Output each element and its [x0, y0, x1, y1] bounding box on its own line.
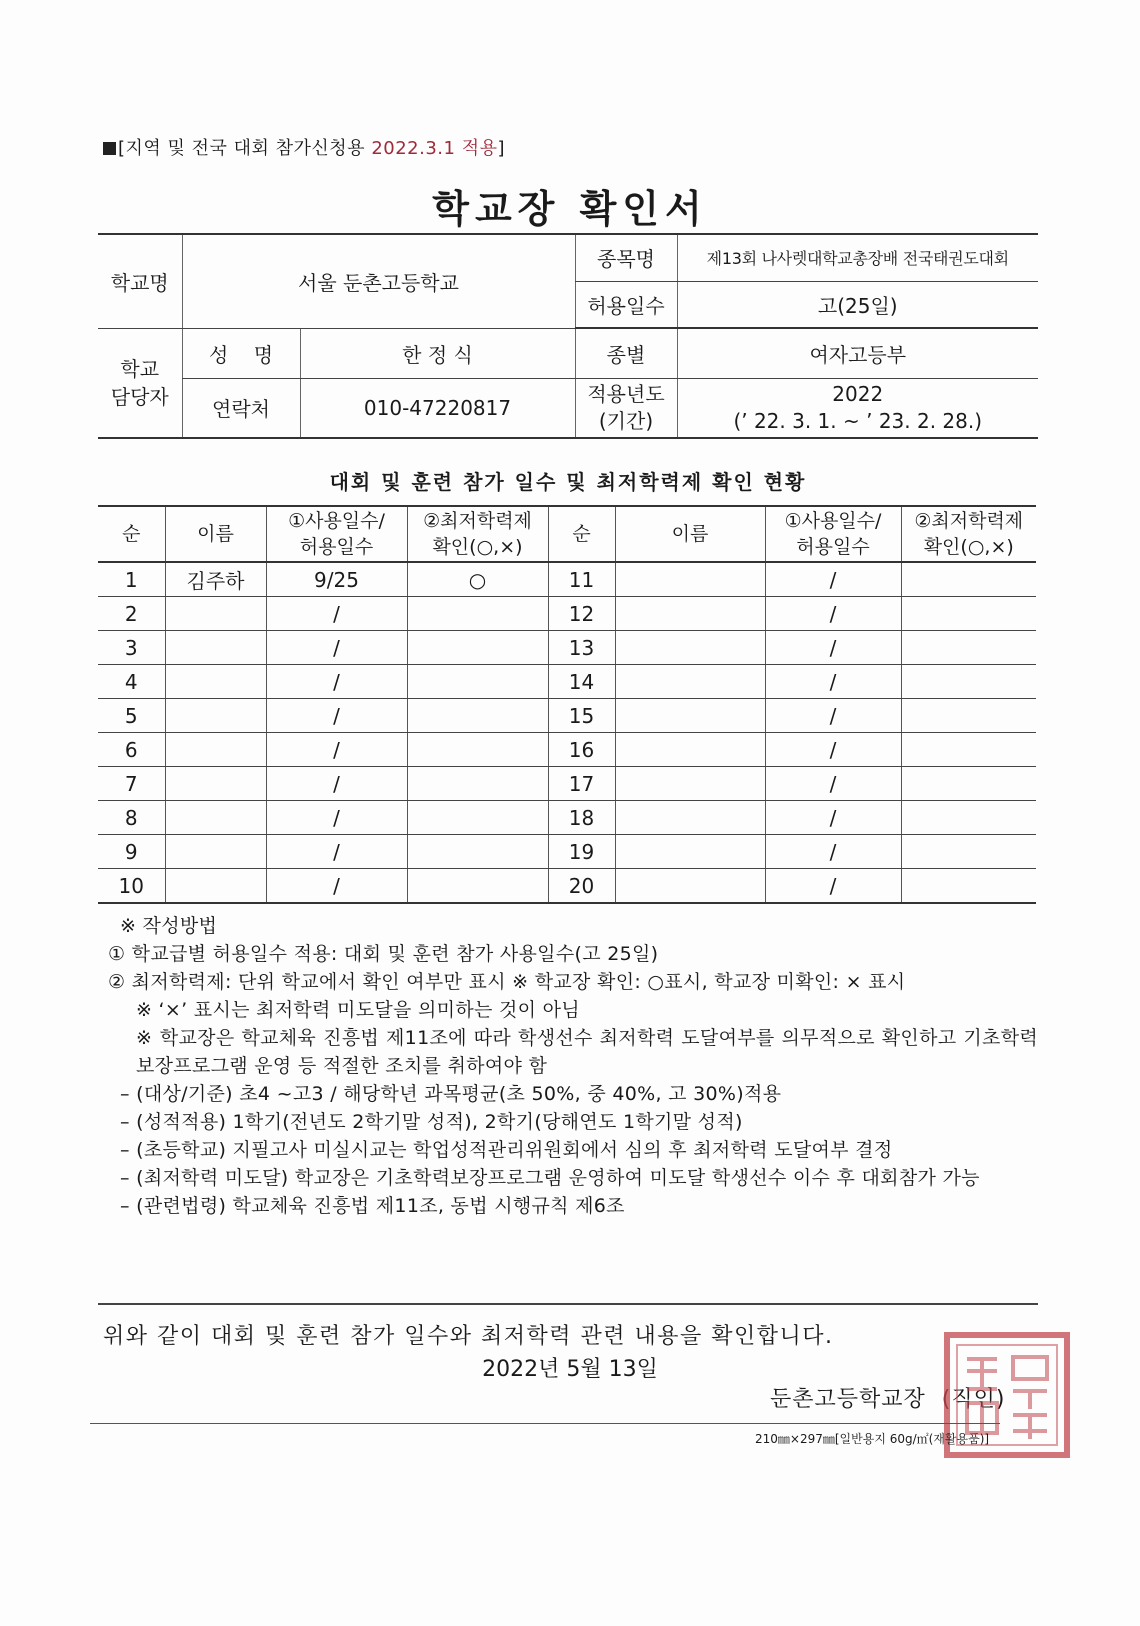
note-6: – (성적적용) 1학기(전년도 2학기말 성적), 2학기(당해연도 1학기말 성적): [120, 1111, 743, 1133]
square-bullet-icon: [103, 142, 116, 155]
year: 2022: [832, 381, 884, 406]
used-days: /: [765, 869, 901, 904]
row-no: 5: [98, 699, 165, 733]
participant-name: [615, 699, 765, 733]
participant-name: [615, 733, 765, 767]
paper-spec: 210㎜×297㎜[일반용지 60g/㎡(재활용품)]: [755, 1432, 990, 1446]
used-days: /: [765, 699, 901, 733]
confirmation-text: 위와 같이 대회 및 훈련 참가 일수와 최저학력 관련 내용을 확인합니다.: [103, 1324, 834, 1349]
instructions: [108, 912, 1038, 1220]
year-label: 적용년도 (기간): [575, 378, 677, 438]
allowed-days: 고(25일): [677, 281, 1038, 328]
contact-label: 연락처: [182, 378, 300, 438]
row-no: 6: [98, 733, 165, 767]
used-days: 9/25: [266, 562, 407, 597]
participant-name: 김주하: [165, 562, 266, 597]
note-7: – (초등학교) 지필고사 미실시교는 학업성적관리위원회에서 심의 후 최저학력 도달여부 결정: [120, 1139, 893, 1161]
col-min: ②최저학력제 확인(○,×): [407, 506, 548, 562]
note-3: ※ ‘×’ 표시는 최저학력 미도달을 의미하는 것이 아님: [136, 999, 580, 1021]
event-name: 제13회 나사렛대학교총장배 전국태권도대회: [677, 234, 1038, 281]
min-academic: [407, 733, 548, 767]
row-no: 11: [548, 562, 615, 597]
period: (’ 22. 3. 1. ~ ’ 23. 2. 28.): [733, 408, 983, 433]
used-days: /: [266, 869, 407, 904]
participant-name: [165, 835, 266, 869]
min-academic: [901, 665, 1036, 699]
min-academic: [407, 767, 548, 801]
row-no: 7: [98, 767, 165, 801]
table-row: [98, 631, 1036, 665]
participant-name: [615, 631, 765, 665]
note-5: – (대상/기준) 초4 ~고3 / 해당학년 과목평균(초 50%, 중 40%, 고 30%)적용: [120, 1083, 782, 1105]
used-days: /: [765, 801, 901, 835]
participant-name: [615, 562, 765, 597]
participant-name: [165, 665, 266, 699]
school-name-label: 학교명: [98, 234, 182, 328]
row-no: 3: [98, 631, 165, 665]
used-days: /: [266, 597, 407, 631]
participation-table: [98, 505, 1036, 904]
year-period: [677, 378, 1038, 438]
min-academic: [407, 665, 548, 699]
event-label: 종목명: [575, 234, 677, 281]
used-days: /: [765, 733, 901, 767]
used-days: /: [266, 801, 407, 835]
row-no: 16: [548, 733, 615, 767]
min-academic: [407, 869, 548, 904]
row-no: 8: [98, 801, 165, 835]
min-academic: [407, 801, 548, 835]
col-min-2: ②최저학력제 확인(○,×): [901, 506, 1036, 562]
row-no: 1: [98, 562, 165, 597]
manager-name: 한 정 식: [300, 328, 575, 378]
participant-name: [615, 767, 765, 801]
row-no: 4: [98, 665, 165, 699]
table-row: [98, 665, 1036, 699]
name-label: 성 명: [182, 328, 300, 378]
participant-name: [165, 699, 266, 733]
row-no: 9: [98, 835, 165, 869]
participant-name: [165, 597, 266, 631]
row-no: 14: [548, 665, 615, 699]
section-title: 대회 및 훈련 참가 일수 및 최저학력제 확인 현황: [329, 470, 807, 494]
min-academic: [901, 631, 1036, 665]
table-row: [98, 801, 1036, 835]
row-no: 15: [548, 699, 615, 733]
table-row: [98, 835, 1036, 869]
col-name: 이름: [165, 506, 266, 562]
school-name: 서울 둔촌고등학교: [182, 234, 575, 328]
used-days: /: [765, 767, 901, 801]
min-academic: [901, 597, 1036, 631]
min-academic: [901, 699, 1036, 733]
contact: 010-47220817: [300, 378, 575, 438]
note-8: – (최저학력 미도달) 학교장은 기초학력보장프로그램 운영하여 미도달 학생선수 이수 후 대회참가 가능: [120, 1167, 980, 1189]
manager-label: 학교 담당자: [98, 328, 182, 438]
min-academic: [407, 597, 548, 631]
row-no: 10: [98, 869, 165, 904]
col-no: 순: [98, 506, 165, 562]
table-row: [98, 597, 1036, 631]
participant-name: [615, 801, 765, 835]
used-days: /: [765, 631, 901, 665]
row-no: 18: [548, 801, 615, 835]
allowed-days-label: 허용일수: [575, 281, 677, 328]
min-academic: ○: [407, 562, 548, 597]
table-row: [98, 767, 1036, 801]
divider: [98, 1303, 1038, 1305]
table-row: [98, 699, 1036, 733]
min-academic: [407, 631, 548, 665]
row-no: 19: [548, 835, 615, 869]
used-days: /: [765, 562, 901, 597]
used-days: /: [266, 699, 407, 733]
min-academic: [901, 869, 1036, 904]
issue-date: 2022년 5월 13일: [482, 1357, 658, 1382]
min-academic: [901, 801, 1036, 835]
participant-name: [615, 869, 765, 904]
used-days: /: [765, 665, 901, 699]
min-academic: [901, 733, 1036, 767]
note-2: ② 최저학력제: 단위 학교에서 확인 여부만 표시 ※ 학교장 확인: ○표시, 학교장 미확인: × 표시: [108, 971, 906, 993]
row-no: 2: [98, 597, 165, 631]
note-1: ① 학교급별 허용일수 적용: 대회 및 훈련 참가 사용일수(고 25일): [108, 943, 659, 965]
category: 여자고등부: [677, 328, 1038, 378]
participant-name: [165, 733, 266, 767]
used-days: /: [765, 597, 901, 631]
participant-name: [165, 767, 266, 801]
note-4: ※ 학교장은 학교체육 진흥법 제11조에 따라 학생선수 최저학력 도달여부를 의무적으로 확인하고 기초학력보장프로그램 운영 등 적절한 조치를 취하여야 함: [136, 1027, 1038, 1077]
col-name-2: 이름: [615, 506, 765, 562]
participant-name: [615, 665, 765, 699]
col-no-2: 순: [548, 506, 615, 562]
header-note: [지역 및 전국 대회 참가신청용 2022.3.1 적용]: [103, 134, 505, 160]
used-days: /: [266, 767, 407, 801]
row-no: 17: [548, 767, 615, 801]
used-days: /: [266, 733, 407, 767]
participant-name: [165, 801, 266, 835]
row-no: 13: [548, 631, 615, 665]
table-row: [98, 869, 1036, 904]
table-row: [98, 562, 1036, 597]
notes-heading: ※ 작성방법: [120, 915, 218, 937]
min-academic: [407, 699, 548, 733]
used-days: /: [266, 835, 407, 869]
used-days: /: [266, 665, 407, 699]
row-no: 12: [548, 597, 615, 631]
participant-name: [615, 835, 765, 869]
participant-name: [165, 631, 266, 665]
min-academic: [901, 767, 1036, 801]
used-days: /: [765, 835, 901, 869]
page-title: 학교장 확인서: [432, 187, 708, 231]
min-academic: [407, 835, 548, 869]
footer-rule: [90, 1423, 1000, 1424]
col-used-2: ①사용일수/ 허용일수: [765, 506, 901, 562]
note-9: – (관련법령) 학교체육 진흥법 제11조, 동법 시행규칙 제6조: [120, 1195, 625, 1217]
min-academic: [901, 562, 1036, 597]
row-no: 20: [548, 869, 615, 904]
used-days: /: [266, 631, 407, 665]
col-used: ①사용일수/ 허용일수: [266, 506, 407, 562]
min-academic: [901, 835, 1036, 869]
signer-name: 둔촌고등학교장: [770, 1387, 926, 1412]
participant-name: [165, 869, 266, 904]
category-label: 종별: [575, 328, 677, 378]
participant-name: [615, 597, 765, 631]
seal-label: (직인): [941, 1387, 1006, 1412]
school-info-table: [98, 233, 1038, 439]
table-row: [98, 733, 1036, 767]
